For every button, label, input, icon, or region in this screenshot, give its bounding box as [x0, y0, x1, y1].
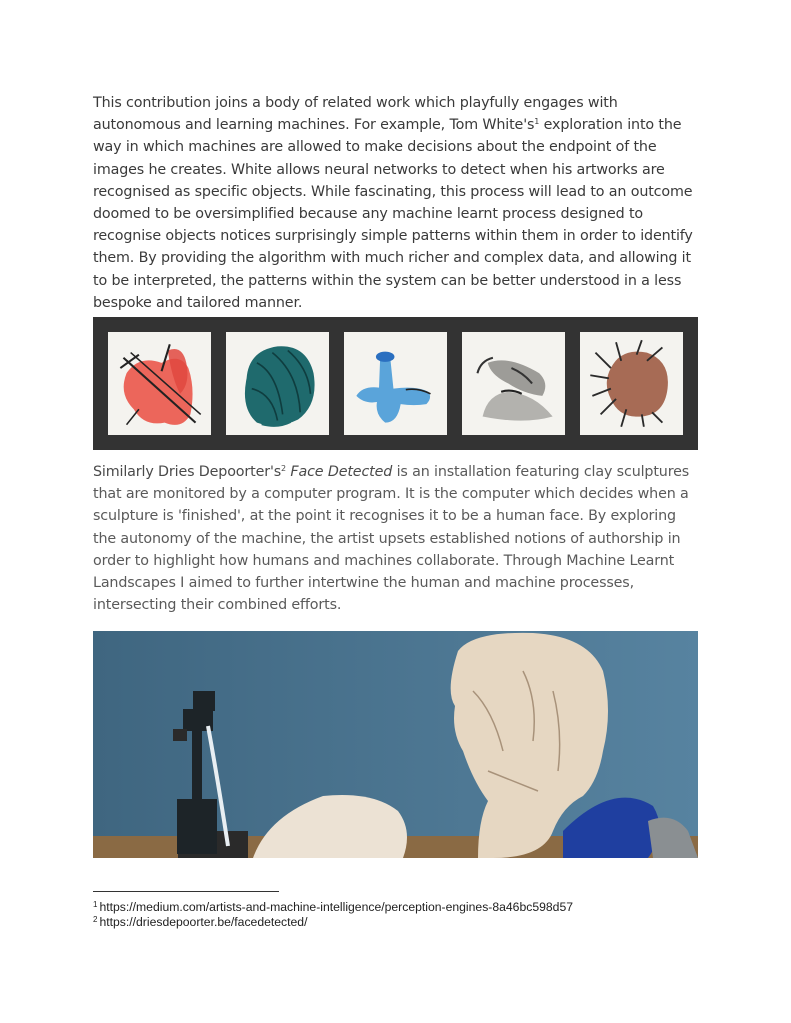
footnote-1: [93, 900, 713, 915]
footnote-ref-1[interactable]: 1: [534, 117, 540, 127]
footnote-number: 2: [93, 915, 98, 924]
artwork-title: Face Detected: [290, 464, 393, 480]
clay-head-sculpture-with-camera: [93, 631, 698, 858]
painting-strip-figure: [93, 317, 698, 450]
footnotes: [93, 900, 713, 930]
paragraph-text: Similarly Dries Depoorter's: [93, 464, 282, 480]
paragraph-text: This contribution joins a body of related work which playfully engages with autonomous and learning machines. For example, Tom White's: [93, 95, 618, 134]
red-cello-painting: [108, 332, 211, 435]
grey-iron-painting: [462, 332, 565, 435]
teal-cabbage-painting: [226, 332, 329, 435]
painting-panel-faucet: [344, 332, 447, 435]
footnote-link[interactable]: https://medium.com/artists-and-machine-intelligence/perception-engines-8a46bc598d57: [99, 900, 573, 914]
footnote-number: 1: [93, 900, 98, 909]
footnote-2: [93, 915, 713, 930]
paragraph-text: is an installation featuring clay sculptures that are monitored by a computer program. It is the computer which decides when a sculpture is 'finished', at the point it recognises it to be a human face. By exploring the autonomy of the machine, the artist upsets established notions of authorship in order to highlight how humans and machines collaborate. Through Machine Learnt Landscapes I aimed to further intertwine the human and machine processes, intersecting their combined efforts.: [93, 464, 690, 614]
painting-panel-cello: [108, 332, 211, 435]
footnote-link[interactable]: https://driesdepoorter.be/facedetected/: [99, 915, 308, 929]
painting-panel-cabbage: [226, 332, 329, 435]
footnote-ref-2[interactable]: 2: [281, 464, 286, 473]
paragraph-face-detected: [93, 461, 703, 616]
brown-tick-painting: [580, 332, 683, 435]
sculpture-photo: [93, 631, 698, 858]
painting-panel-tick: [580, 332, 683, 435]
painting-panel-iron: [462, 332, 565, 435]
paragraph-text: exploration into the way in which machines are allowed to make decisions about the endpoint of the images he creates. White allows neural networks to detect when his artworks are recognised as specific objects. While fascinating, this process will lead to an outcome doomed to be oversimplified because any machine learnt process designed to recognise objects notices surprisingly simple patterns within them in order to identify them. By providing the algorithm with much richer and complex data, and allowing it to be interpreted, the patterns within the system can be better understood in a less bespoke and tailored manner.: [93, 117, 693, 311]
paragraph-related-work: [93, 92, 703, 314]
blue-faucet-painting: [344, 332, 447, 435]
footnote-separator: [93, 891, 279, 892]
